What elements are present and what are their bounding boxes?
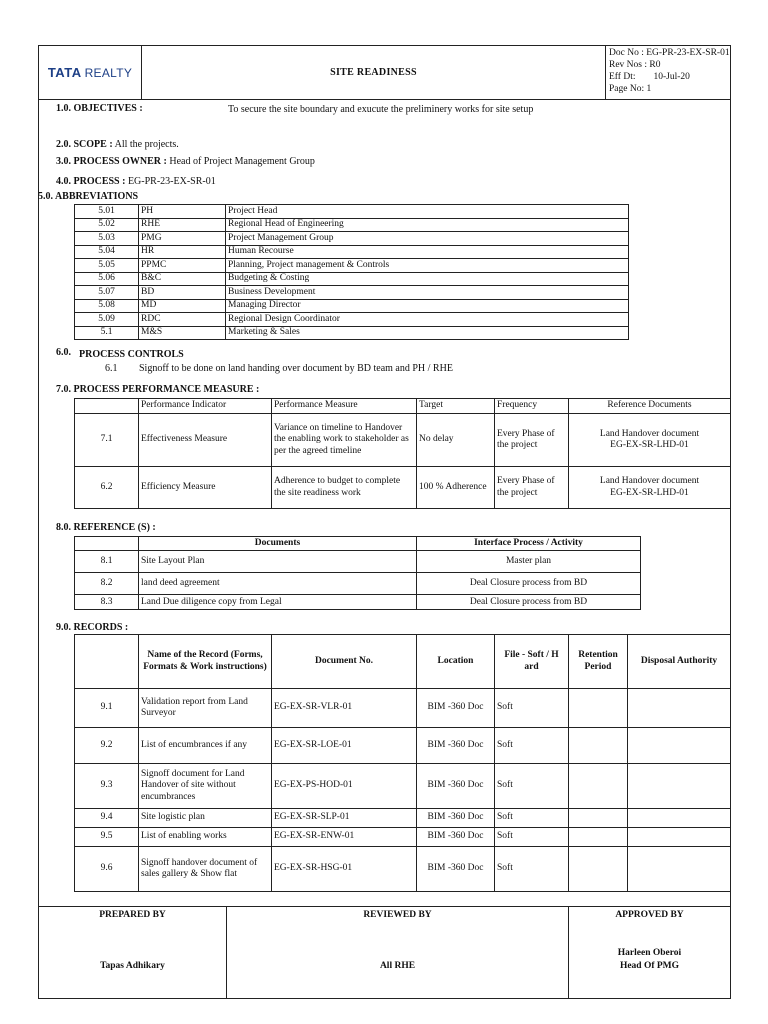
record-retention [569,809,628,828]
abbreviation-number: 5.1 [75,326,139,340]
performance-reference [569,467,731,509]
approved-by-title: Head Of PMG [619,961,680,971]
scope-section [56,139,179,151]
reviewed-by-cell [227,907,569,998]
abbreviation-description: Planning, Project management & Controls [226,259,629,273]
record-retention [569,764,628,809]
prepared-by-name: Tapas Adhikary [100,961,165,971]
reference-document: Land Due diligence copy from Legal [139,595,417,610]
record-disposal [628,828,731,847]
record-document-number: EG-EX-SR-SLP-01 [272,809,417,828]
reference-row [75,595,641,610]
records-header-retention: Retention Period [569,635,628,689]
objectives-text: To secure the site boundary and exucute the preliminery works for site setup [228,104,534,115]
record-retention [569,847,628,892]
reference-heading: 8.0. REFERENCE (S) : [56,522,156,533]
record-disposal [628,764,731,809]
reference-interface: Master plan [417,551,641,573]
performance-target: 100 % Adherence [417,467,495,509]
performance-measure: Adherence to budget to complete the site readiness work [272,467,417,509]
reference-document: Site Layout Plan [139,551,417,573]
records-header-location: Location [417,635,495,689]
performance-header-blank [75,399,139,414]
revision-number: Rev Nos : R0 [609,60,661,70]
prepared-by-cell [39,907,227,998]
performance-number: 7.1 [75,414,139,467]
record-disposal [628,847,731,892]
performance-row [75,414,731,467]
performance-reference-title: Land Handover document [599,476,700,487]
performance-header-indicator: Performance Indicator [139,399,272,414]
objectives-section [56,103,143,115]
record-document-number: EG-EX-PS-HOD-01 [272,764,417,809]
doc-number: Doc No : EG-PR-23-EX-SR-01 [609,48,730,58]
abbreviation-code: HR [139,245,226,259]
record-file-type: Soft [495,828,569,847]
abbreviation-description: Project Head [226,205,629,219]
record-name: Site logistic plan [139,809,272,828]
abbreviation-number: 5.03 [75,232,139,246]
record-location: BIM -360 Doc [417,828,495,847]
abbreviation-row [75,286,629,300]
performance-target: No delay [417,414,495,467]
reference-interface: Deal Closure process from BD [417,573,641,595]
records-header-name: Name of the Record (Forms, Formats & Work instructions) [139,635,272,689]
record-document-number: EG-EX-SR-HSG-01 [272,847,417,892]
reference-header-row [75,537,641,551]
abbreviation-description: Managing Director [226,299,629,313]
performance-heading: 7.0. PROCESS PERFORMANCE MEASURE : [56,384,260,395]
abbreviation-code: M&S [139,326,226,340]
abbreviation-number: 5.04 [75,245,139,259]
abbreviation-number: 5.07 [75,286,139,300]
abbreviation-row [75,299,629,313]
scope-number: 2.0. [56,139,71,150]
abbreviation-number: 5.02 [75,218,139,232]
record-location: BIM -360 Doc [417,809,495,828]
record-document-number: EG-EX-SR-ENW-01 [272,828,417,847]
performance-reference [569,414,731,467]
record-disposal [628,728,731,764]
performance-measure: Variance on timeline to Handover the enabling work to stakeholder as per the agreed timeline [272,414,417,467]
record-row [75,689,731,728]
document-info [606,46,731,99]
approved-by-name: Harleen Oberoi [617,948,682,958]
performance-header-frequency: Frequency [495,399,569,414]
record-location: BIM -360 Doc [417,728,495,764]
controls-item-text: Signoff to be done on land handing over document by BD team and PH / RHE [139,363,453,374]
records-header-file: File - Soft / H ard [495,635,569,689]
record-number: 9.1 [75,689,139,728]
abbreviation-row [75,245,629,259]
abbreviation-row [75,326,629,340]
approved-by-label: APPROVED BY [615,910,684,920]
abbreviation-number: 5.05 [75,259,139,273]
performance-indicator: Effectiveness Measure [139,414,272,467]
record-row [75,764,731,809]
reference-header-interface: Interface Process / Activity [417,537,641,551]
effective-date-value: 10-Jul-20 [653,72,690,82]
performance-header-target: Target [417,399,495,414]
record-file-type: Soft [495,809,569,828]
reference-number: 8.2 [75,573,139,595]
performance-header-reference: Reference Documents [569,399,731,414]
owner-number: 3.0. [56,156,71,167]
reference-row [75,573,641,595]
abbreviation-number: 5.09 [75,313,139,327]
abbreviation-row [75,232,629,246]
record-row [75,828,731,847]
abbreviation-row [75,272,629,286]
record-row [75,847,731,892]
approval-footer [38,906,731,999]
abbreviation-code: PMG [139,232,226,246]
reference-number: 8.1 [75,551,139,573]
performance-reference-code: EG-EX-SR-LHD-01 [610,440,689,450]
performance-number: 6.2 [75,467,139,509]
abbreviation-code: PH [139,205,226,219]
abbreviation-description: Business Development [226,286,629,300]
performance-header-measure: Performance Measure [272,399,417,414]
scope-text: All the projects. [114,139,179,150]
abbreviation-number: 5.08 [75,299,139,313]
reviewed-by-label: REVIEWED BY [363,910,432,920]
records-header-blank [75,635,139,689]
record-row [75,728,731,764]
performance-reference-code: EG-EX-SR-LHD-01 [610,487,689,498]
performance-table [74,398,731,509]
abbreviation-code: B&C [139,272,226,286]
record-number: 9.3 [75,764,139,809]
record-number: 9.5 [75,828,139,847]
abbreviation-code: BD [139,286,226,300]
process-number: 4.0. [56,176,71,187]
abbreviation-description: Budgeting & Costing [226,272,629,286]
record-number: 9.6 [75,847,139,892]
abbreviation-description: Human Recourse [226,245,629,259]
owner-section [56,156,315,168]
record-number: 9.4 [75,809,139,828]
owner-label: PROCESS OWNER : [73,156,167,167]
record-row [75,809,731,828]
logo-realty-text: REALTY [84,65,133,80]
performance-frequency: Every Phase of the project [495,467,569,509]
record-retention [569,689,628,728]
prepared-by-label: PREPARED BY [99,910,166,920]
record-number: 9.2 [75,728,139,764]
record-name: List of encumbrances if any [139,728,272,764]
logo-tata-text: TATA [47,64,82,80]
records-heading: 9.0. RECORDS : [56,622,129,633]
page-number: Page No: 1 [609,84,652,94]
abbreviation-description: Regional Head of Engineering [226,218,629,232]
record-location: BIM -360 Doc [417,764,495,809]
reference-row [75,551,641,573]
reference-interface: Deal Closure process from BD [417,595,641,610]
abbreviations-heading: 5.0. ABBREVIATIONS [38,191,139,202]
record-name: Signoff handover document of sales gallery & Show flat [139,847,272,892]
abbreviations-table [74,204,629,340]
record-retention [569,728,628,764]
abbreviation-description: Marketing & Sales [226,326,629,340]
record-file-type: Soft [495,689,569,728]
abbreviation-row [75,313,629,327]
process-label: PROCESS : [73,176,126,187]
scope-label: SCOPE : [73,139,113,150]
performance-row [75,467,731,509]
record-retention [569,828,628,847]
reference-header-documents: Documents [139,537,417,551]
reference-document: land deed agreement [139,573,417,595]
record-name: List of enabling works [139,828,272,847]
controls-item-number: 6.1 [105,363,118,374]
record-name: Signoff document for Land Handover of site without encumbrances [139,764,272,809]
record-location: BIM -360 Doc [417,847,495,892]
record-document-number: EG-EX-SR-VLR-01 [272,689,417,728]
records-header-disposal: Disposal Authority [628,635,731,689]
controls-label: PROCESS CONTROLS [79,349,184,360]
records-table [74,634,731,892]
record-disposal [628,809,731,828]
process-section [56,176,216,188]
abbreviation-description: Regional Design Coordinator [226,313,629,327]
effective-date-label: Eff Dt: [609,72,636,82]
approved-by-cell [569,907,730,998]
reference-header-blank [75,537,139,551]
performance-header-row [75,399,731,414]
record-location: BIM -360 Doc [417,689,495,728]
performance-reference-title: Land Handover document [599,428,700,439]
reference-table [74,536,641,610]
abbreviation-row [75,218,629,232]
abbreviation-number: 5.06 [75,272,139,286]
company-logo [39,46,142,99]
document-header [38,45,731,100]
record-file-type: Soft [495,764,569,809]
process-text: EG-PR-23-EX-SR-01 [127,176,216,187]
document-title: SITE READINESS [142,46,606,99]
record-document-number: EG-EX-SR-LOE-01 [272,728,417,764]
record-disposal [628,689,731,728]
abbreviation-description: Project Management Group [226,232,629,246]
abbreviation-number: 5.01 [75,205,139,219]
abbreviation-row [75,259,629,273]
abbreviation-code: PPMC [139,259,226,273]
objectives-label: OBJECTIVES : [73,103,143,114]
record-name: Validation report from Land Surveyor [139,689,272,728]
abbreviation-code: RHE [139,218,226,232]
records-header-docno: Document No. [272,635,417,689]
performance-frequency: Every Phase of the project [495,414,569,467]
reviewed-by-name: All RHE [379,961,416,971]
abbreviation-code: RDC [139,313,226,327]
abbreviation-code: MD [139,299,226,313]
objectives-number: 1.0. [56,103,71,114]
record-file-type: Soft [495,847,569,892]
performance-indicator: Efficiency Measure [139,467,272,509]
records-header-row [75,635,731,689]
record-file-type: Soft [495,728,569,764]
controls-number: 6.0. [56,347,71,358]
reference-number: 8.3 [75,595,139,610]
abbreviation-row [75,205,629,219]
owner-text: Head of Project Management Group [169,156,315,167]
controls-section [56,347,71,359]
effective-date [609,72,731,84]
